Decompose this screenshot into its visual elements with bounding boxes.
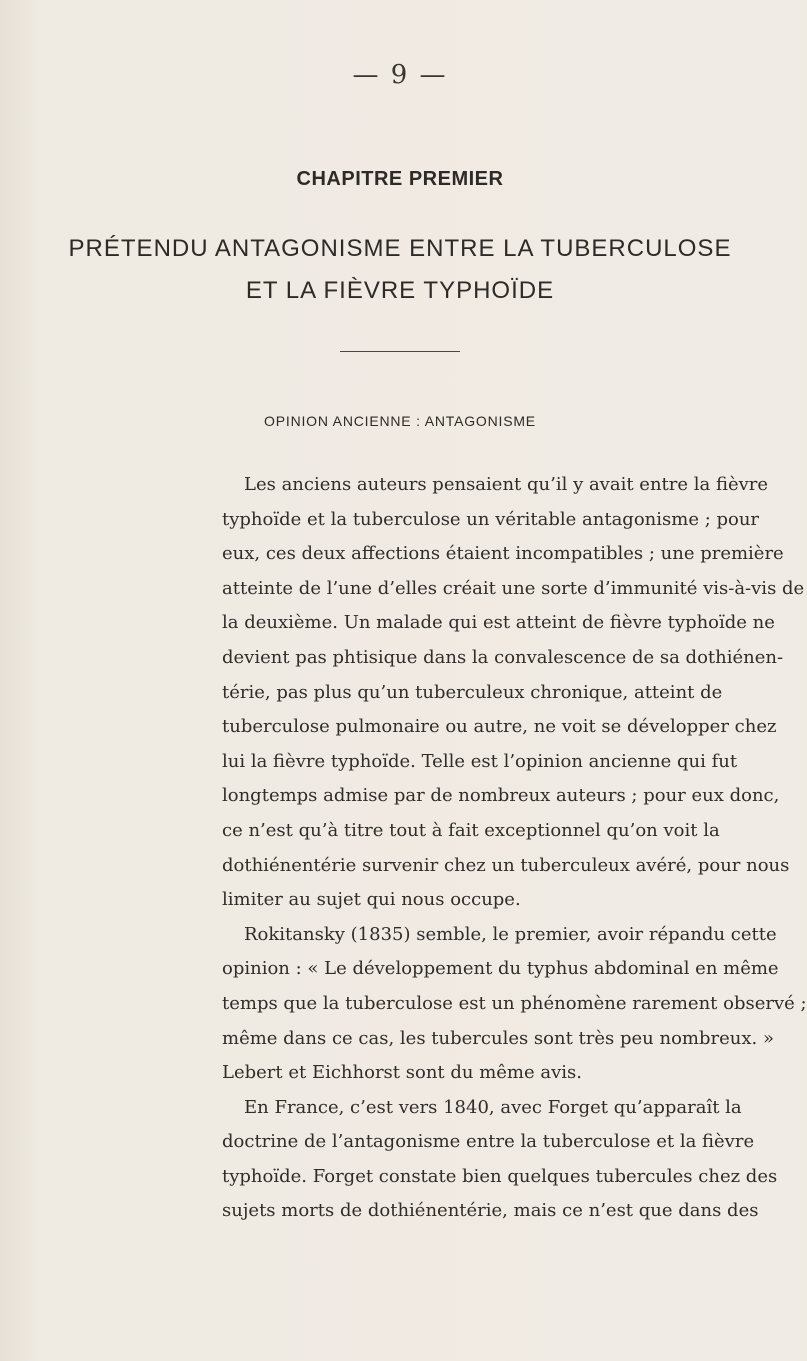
text-line: Rokitansky (1835) semble, le premier, avoir répandu cette: [244, 923, 777, 945]
text-line: atteinte de l’une d’elles créait une sorte d’immunité vis-à-vis de: [222, 577, 805, 599]
text-line: sujets morts de dothiénentérie, mais ce n’est que dans des: [222, 1200, 759, 1222]
text-line: opinion : « Le développement du typhus abdominal en même: [222, 958, 779, 980]
section-heading: OPINION ANCIENNE : ANTAGONISME: [264, 413, 536, 429]
chapter-title-line: PRÉTENDU ANTAGONISME ENTRE LA TUBERCULOSE: [68, 235, 732, 262]
page-number: — 9 —: [352, 60, 448, 90]
text-line: doctrine de l’antagonisme entre la tuberculose et la fièvre: [222, 1131, 755, 1153]
chapter-title: [0, 228, 800, 312]
chapter-title-line: ET LA FIÈVRE TYPHOÏDE: [245, 277, 555, 304]
text-line: Les anciens auteurs pensaient qu’il y avait entre la fièvre: [244, 474, 769, 495]
text-line: térie, pas plus qu’un tuberculeux chronique, atteint de: [222, 681, 723, 703]
text-line: typhoïde et la tuberculose un véritable antagonisme ; pour: [222, 508, 760, 530]
text-line: devient pas phtisique dans la convalescence de sa dothiénen-: [222, 646, 784, 668]
text-line: la deuxième. Un malade qui est atteint de fièvre typhoïde ne: [222, 612, 775, 634]
text-line: ce n’est qu’à titre tout à fait exceptionnel qu’on voit la: [222, 819, 720, 841]
text-line: tuberculose pulmonaire ou autre, ne voit se développer chez: [222, 716, 777, 738]
text-line: Lebert et Eichhorst sont du même avis.: [222, 1062, 582, 1084]
text-line: temps que la tuberculose est un phénomène rarement observé ;: [222, 992, 807, 1014]
chapter-heading: CHAPITRE PREMIER: [296, 168, 504, 190]
text-line: longtemps admise par de nombreux auteurs ; pour eux donc,: [222, 785, 780, 807]
title-divider: [340, 351, 460, 352]
text-line: typhoïde. Forget constate bien quelques tubercules chez des: [222, 1165, 778, 1187]
text-line: lui la fièvre typhoïde. Telle est l’opinion ancienne qui fut: [222, 750, 738, 772]
text-line: eux, ces deux affections étaient incompatibles ; une première: [222, 543, 784, 565]
text-line: dothiénentérie survenir chez un tuberculeux avéré, pour nous: [222, 854, 790, 876]
text-line: En France, c’est vers 1840, avec Forget qu’apparaît la: [244, 1096, 742, 1118]
body-text: [222, 468, 807, 1229]
text-line: limiter au sujet qui nous occupe.: [222, 889, 521, 911]
text-line: même dans ce cas, les tubercules sont très peu nombreux. »: [222, 1027, 774, 1049]
